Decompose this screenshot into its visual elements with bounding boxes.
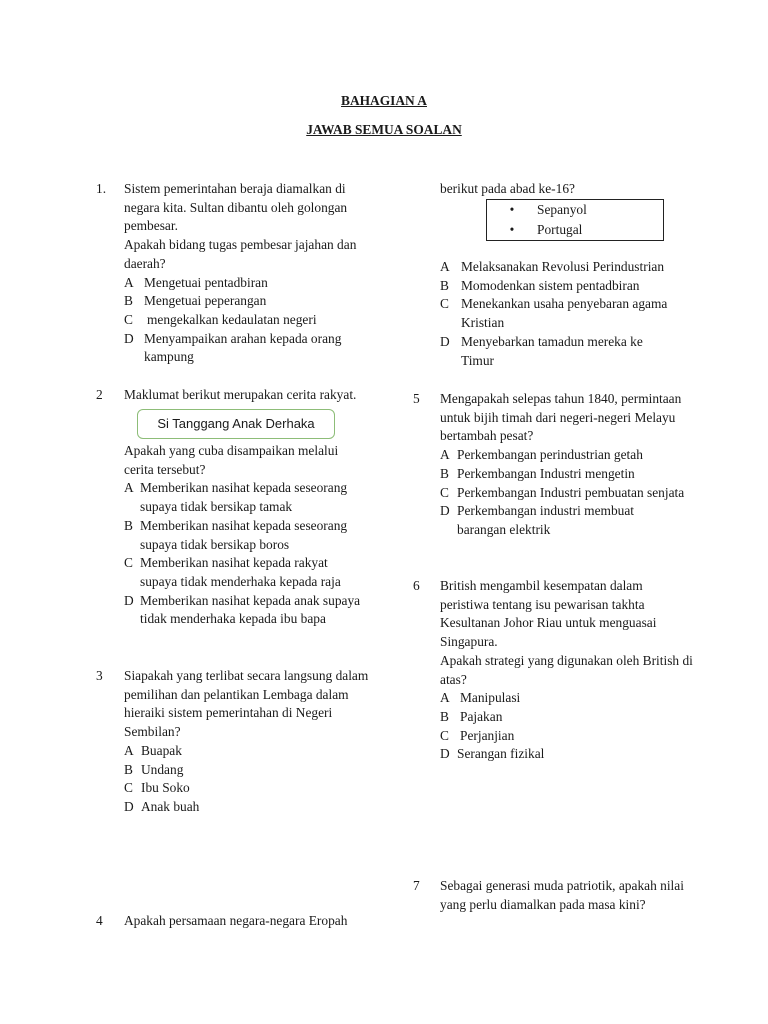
option-d[interactable]: D Anak buah: [124, 798, 200, 814]
option-a[interactable]: A Buapak: [124, 742, 182, 758]
option-c[interactable]: C Menekankan usaha penyebaran agama Kristian: [440, 296, 668, 331]
countries-box: [486, 199, 664, 241]
story-title-box: Si Tanggang Anak Derhaka: [137, 409, 335, 439]
option-c[interactable]: C Ibu Soko: [124, 780, 190, 796]
option-b[interactable]: B Momodenkan sistem pentadbiran: [440, 277, 640, 293]
options-list: [124, 274, 374, 368]
option-c[interactable]: C Perjanjian: [440, 727, 515, 743]
question-text: Mengapakah selepas tahun 1840, permintaan untuk bijih timah dari negeri-negeri Melayu bertambah pesat?: [440, 391, 682, 444]
question-4: Apakah persamaan negara-negara Eropah: [124, 913, 348, 928]
option-c[interactable]: C Perkembangan Industri pembuatan senjata: [440, 484, 685, 500]
section-title: BAHAGIAN A: [341, 93, 427, 108]
options-list: [124, 742, 369, 817]
option-d[interactable]: D Memberikan nasihat kepada anak supaya tidak menderhaka kepada ibu bapa: [124, 592, 361, 627]
question-prompt: Apakah yang cuba disampaikan melalui cerita tersebut?: [124, 443, 339, 477]
bullet-icon: •: [509, 222, 515, 237]
option-b[interactable]: B Undang: [124, 761, 184, 777]
option-a[interactable]: A Memberikan nasihat kepada seseorang supaya tidak bersikap tamak: [124, 480, 348, 515]
question-3: [124, 667, 369, 817]
question-number: 2: [96, 387, 103, 402]
question-number: 4: [96, 913, 103, 928]
question-6: [440, 577, 695, 764]
option-a[interactable]: A Mengetuai pentadbiran: [124, 274, 268, 290]
option-b[interactable]: B Memberikan nasihat kepada seseorang supaya tidak bersikap boros: [124, 517, 348, 552]
option-d[interactable]: D Menyampaikan arahan kepada orang kampung: [124, 330, 342, 365]
option-d[interactable]: D Menyebarkan tamadun mereka ke Timur: [440, 333, 643, 368]
question-text: British mengambil kesempatan dalam peristiwa tentang isu pewarisan takhta Kesultanan Johor Riau untuk menguasai Singapura.: [440, 578, 657, 650]
question-number: 3: [96, 668, 103, 683]
option-c[interactable]: C Memberikan nasihat kepada rakyat supaya tidak menderhaka kepada raja: [124, 555, 341, 589]
option-d[interactable]: D Serangan fizikal: [440, 746, 545, 762]
question-number: 6: [413, 578, 420, 593]
option-c[interactable]: C mengekalkan kedaulatan negeri: [124, 311, 317, 327]
options-list: [440, 446, 685, 540]
bullet-icon: •: [509, 202, 515, 217]
options-list: [440, 258, 695, 370]
section-instruction: JAWAB SEMUA SOALAN: [306, 122, 462, 137]
option-b[interactable]: B Mengetuai peperangan: [124, 293, 267, 309]
question-prompt: Apakah strategi yang digunakan oleh British di atas?: [440, 652, 693, 687]
options-list: [440, 689, 695, 764]
question-4-options: [440, 258, 695, 370]
option-a[interactable]: A Melaksanakan Revolusi Perindustrian: [440, 259, 665, 274]
option-b[interactable]: B Perkembangan Industri mengetin: [440, 465, 635, 481]
question-text: Siapakah yang terlibat secara langsung dalam pemilihan dan pelantikan Lembaga dalam hieraiki sistem pemerintahan di Negeri Sembilan?: [124, 668, 369, 740]
question-number: 7: [413, 878, 420, 893]
question-4-continued: berikut pada abad ke-16?: [440, 181, 575, 196]
question-7: Sebagai generasi muda patriotik, apakah nilai yang perlu diamalkan pada masa kini?: [440, 878, 684, 912]
option-a[interactable]: A Perkembangan perindustrian getah: [440, 447, 643, 463]
question-text: Maklumat berikut merupakan cerita rakyat.: [124, 387, 357, 402]
question-2: [124, 386, 374, 405]
option-a[interactable]: A Manipulasi: [440, 690, 521, 706]
question-2-body: [124, 442, 364, 629]
option-b[interactable]: B Pajakan: [440, 708, 503, 724]
question-number: 1.: [96, 181, 107, 196]
question-text: Sistem pemerintahan beraja diamalkan di negara kita. Sultan dibantu oleh golongan pembesar.: [124, 181, 348, 234]
question-5: [440, 390, 685, 540]
question-number: 5: [413, 391, 420, 406]
country-item: • Sepanyol: [487, 200, 663, 220]
option-d[interactable]: D Perkembangan industri membuat barangan elektrik: [440, 503, 635, 537]
question-prompt: Apakah bidang tugas pembesar jajahan dan daerah?: [124, 237, 357, 271]
options-list: [124, 479, 364, 629]
country-item: • Portugal: [487, 220, 663, 240]
question-1: [124, 180, 374, 367]
